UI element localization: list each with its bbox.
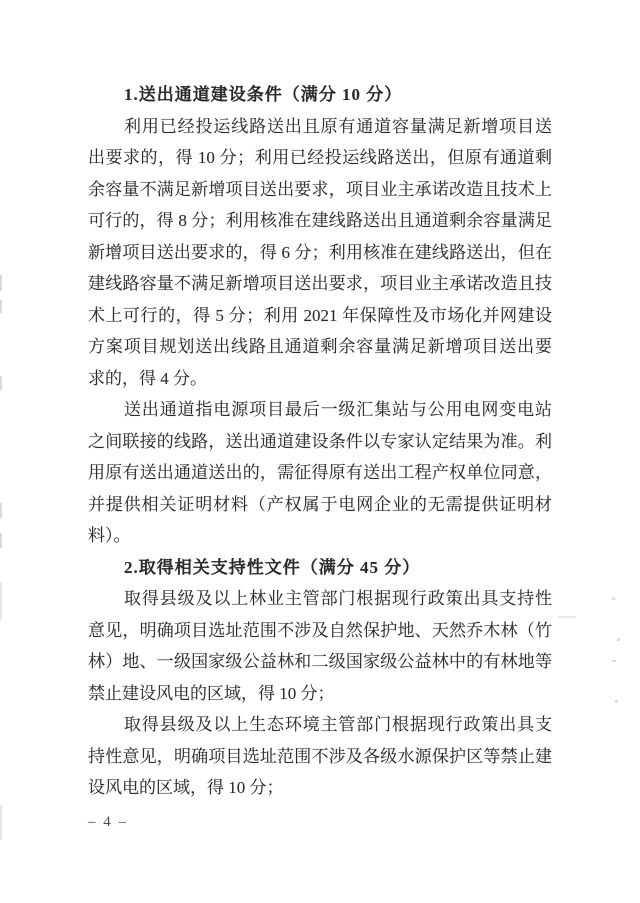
text-line: 料）。 [88,526,131,545]
scan-speck-artifact [612,660,616,662]
text-line: 持性意见，明确项目选址范围不涉及各级水源保护区等禁止建 [88,746,552,766]
section-heading: 2.取得相关支持性文件（满分 45 分） [124,557,421,577]
text-line: 利用已经投运线路送出且原有通道容量满足新增项目送 [124,116,552,136]
text-line: 用原有送出通道送出的，需征得原有送出工程产权单位同意， [88,463,552,482]
scan-edge-artifact [0,503,2,518]
text-line: 术上可行的，得 5 分；利用 2021 年保障性及市场化并网建设 [88,305,552,325]
text-line: 意见，明确项目选址范围不涉及自然保护地、天然乔木林（竹 [88,620,552,640]
scan-speck-artifact [612,597,615,600]
text-line: 方案项目规划送出线路且通道剩余容量满足新增项目送出要 [88,337,552,356]
text-line: 可行的，得 8 分；利用核准在建线路送出且通道剩余容量满足 [88,211,552,230]
scan-speck-artifact [617,638,620,641]
scan-edge-artifact [0,805,2,840]
text-line: 取得县级及以上生态环境主管部门根据现行政策出具支 [124,715,552,734]
scan-speck-artifact [558,616,576,618]
scan-edge-artifact [0,582,2,620]
scan-speck-artifact [615,700,618,703]
text-line: 求的，得 4 分。 [88,368,207,388]
text-line: 禁止建设风电的区域，得 10 分； [88,683,335,703]
text-line: 出要求的，得 10 分；利用已经投运线路送出，但原有通道剩 [88,148,552,167]
text-line: 设风电的区域，得 10 分； [88,778,284,797]
scan-edge-artifact [0,376,2,390]
scan-edge-artifact [0,300,2,313]
section-heading: 1.送出通道建设条件（满分 10 分） [124,85,403,104]
scan-edge-artifact [0,275,2,291]
page-number: – 4 – [88,814,128,830]
scan-edge-artifact [0,533,2,548]
document-body [88,79,552,804]
text-line: 取得县级及以上林业主管部门根据现行政策出具支持性 [124,589,552,608]
text-line: 新增项目送出要求的，得 6 分；利用核准在建线路送出，但在 [88,242,552,262]
text-line: 之间联接的线路，送出通道建设条件以专家认定结果为准。利 [88,431,552,451]
text-line: 送出通道指电源项目最后一级汇集站与公用电网变电站 [124,400,552,419]
text-line: 林）地、一级国家级公益林和二级国家级公益林中的有林地等 [88,652,552,671]
text-line: 余容量不满足新增项目送出要求，项目业主承诺改造且技术上 [88,179,552,199]
text-line: 建线路容量不满足新增项目送出要求，项目业主承诺改造且技 [88,274,552,293]
text-line: 并提供相关证明材料（产权属于电网企业的无需提供证明材 [88,494,552,514]
